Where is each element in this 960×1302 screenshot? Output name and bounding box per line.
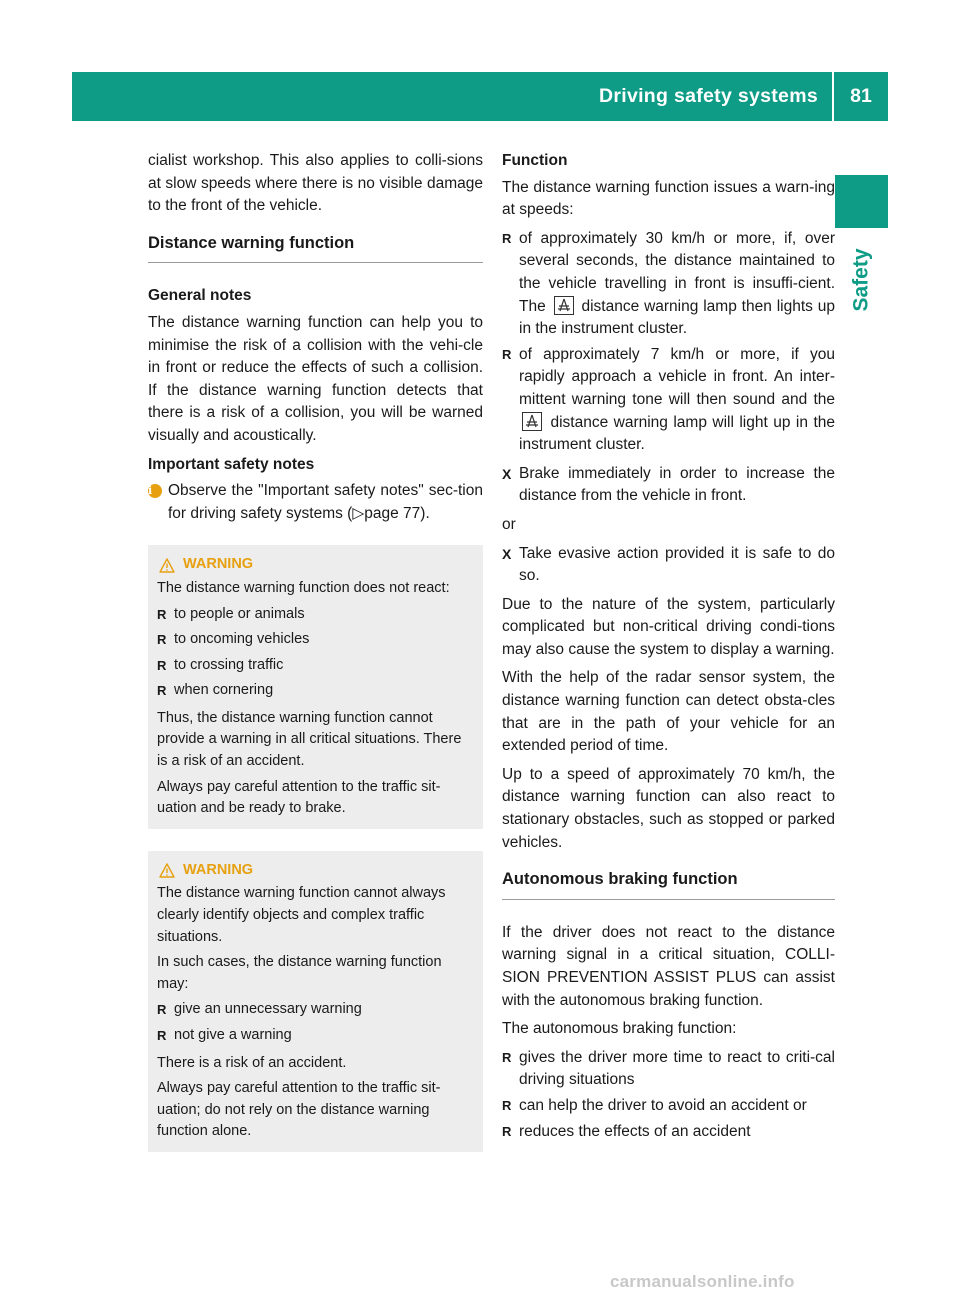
bullet-marker: R xyxy=(502,1097,512,1113)
page-reference-link[interactable]: page 77). xyxy=(364,504,430,522)
bullet-marker: R xyxy=(157,606,167,622)
bullet-marker: R xyxy=(157,632,167,648)
bullet-marker: R xyxy=(157,683,167,699)
section-heading-distance-warning: Distance warning function xyxy=(148,232,483,264)
general-notes-text: The distance warning function can help you to minimise the risk of a collision with the vehi-cle in front or reduce the effects of such a collision. If the distance warning function detects that there is a risk of a collision, you will be warned visually and acoustically. xyxy=(148,313,483,444)
warning-text: The distance warning function cannot always clearly identify objects and complex traffic situations. xyxy=(157,885,446,945)
general-notes-heading: General notes xyxy=(148,287,252,305)
autonomous-braking-list xyxy=(502,1047,835,1143)
autonomous-braking-text: If the driver does not react to the distance warning signal in a critical situation, COLLI-SION PREVENTION ASSIST PLUS can assist with the autonomous braking function. xyxy=(502,923,835,1009)
warning-list xyxy=(157,999,473,1046)
section-tab xyxy=(834,240,890,320)
warning-box-1 xyxy=(148,545,483,829)
list-item: R give an unnecessary warning xyxy=(157,999,473,1021)
bullet-marker: R xyxy=(502,1049,512,1065)
list-item: R to oncoming vehicles xyxy=(157,629,473,651)
bullet-marker: R xyxy=(157,1028,167,1043)
right-column xyxy=(502,150,835,1149)
left-column xyxy=(148,150,483,1152)
instruction-step: X Take evasive action provided it is safe to do so. xyxy=(502,544,835,585)
bullet-marker: R xyxy=(502,346,512,362)
watermark: carmanualsonline.info xyxy=(610,1272,795,1291)
chapter-title: Driving safety systems xyxy=(598,85,818,107)
warning-text: In such cases, the distance warning function may: xyxy=(157,954,442,992)
function-text: The distance warning function issues a warn-ing at speeds: xyxy=(502,178,835,219)
warning-title: WARNING xyxy=(183,556,254,573)
body-paragraph: Due to the nature of the system, particularly complicated but non-critical driving condi-tions may also cause the system to display a warning. xyxy=(502,595,835,658)
safety-note-text: Observe the "Important safety notes" sec-tion for driving safety systems ( xyxy=(168,482,483,522)
list-item: R reduces the effects of an accident xyxy=(502,1121,835,1144)
bullet-marker: R xyxy=(502,1123,512,1139)
list-item: R can help the driver to avoid an accident or xyxy=(502,1095,835,1118)
list-item: R when cornering xyxy=(157,680,473,702)
warning-text: Always pay careful attention to the traffic sit-uation and be ready to brake. xyxy=(157,778,441,817)
warning-list xyxy=(157,604,473,702)
warning-text: Thus, the distance warning function cannot provide a warning in all critical situations. There is a risk of an accident. xyxy=(157,709,462,770)
warning-text: Always pay careful attention to the traffic sit-uation; do not rely on the distance warning function alone. xyxy=(157,1080,441,1140)
distance-warning-lamp-icon xyxy=(522,412,542,431)
bullet-marker: R xyxy=(157,657,167,673)
warning-intro: The distance warning function does not react: xyxy=(157,579,450,596)
autonomous-braking-intro: The autonomous braking function: xyxy=(502,1020,737,1038)
warning-box-2 xyxy=(148,851,483,1152)
step-arrow-icon: X xyxy=(502,465,512,482)
section-tab-marker xyxy=(835,175,888,228)
list-item: R of approximately 30 km/h or more, if, over several seconds, the distance maintained to the vehicle travelling in front is insuffi-cient. The distance warning lamp then lights up in the instrument cluster. xyxy=(502,229,836,338)
safety-notes-heading: Important safety notes xyxy=(148,455,315,473)
distance-warning-lamp-icon xyxy=(554,296,574,315)
list-item: R not give a warning xyxy=(157,1025,473,1047)
intro-paragraph: cialist workshop. This also applies to colli-sions at slow speeds where there is no visible damage to the front of the vehicle. xyxy=(148,152,483,215)
instruction-step: X Brake immediately in order to increase the distance from the vehicle in front. xyxy=(502,464,835,505)
body-paragraph: With the help of the radar sensor system, the distance warning function can detect obsta-cles that are in the path of your vehicle for an extended period of time. xyxy=(502,669,835,755)
warning-header xyxy=(157,860,473,882)
or-text: or xyxy=(502,515,516,533)
warning-header xyxy=(157,554,473,576)
section-heading-autonomous-braking: Autonomous braking function xyxy=(502,868,835,900)
info-icon: i xyxy=(148,484,162,498)
bullet-marker: R xyxy=(502,230,512,246)
section-tab-label: Safety xyxy=(850,248,873,312)
page-header xyxy=(72,72,888,121)
warning-text: There is a risk of an accident. xyxy=(157,1054,347,1071)
list-item: R of approximately 7 km/h or more, if you rapidly approach a vehicle in front. An inter-mittent warning tone will then sound and the distance warning lamp will light up in the instrument cluster. xyxy=(502,345,835,454)
bullet-marker: R xyxy=(157,1002,167,1018)
step-arrow-icon: X xyxy=(502,545,512,562)
function-heading: Function xyxy=(502,152,568,169)
safety-note xyxy=(148,480,483,525)
warning-title: WARNING xyxy=(183,861,254,878)
page-number: 81 xyxy=(850,85,872,107)
body-paragraph: Up to a speed of approximately 70 km/h, the distance warning function can also react to stationary obstacles, such as stopped or parked vehicles. xyxy=(502,765,835,851)
speed-list xyxy=(502,228,835,457)
list-item: R to people or animals xyxy=(157,604,473,626)
warning-triangle-icon xyxy=(159,558,175,573)
list-item: R to crossing traffic xyxy=(157,655,473,677)
warning-triangle-icon xyxy=(159,863,175,878)
page-ref-arrow-icon: ▷ xyxy=(352,504,365,522)
list-item: R gives the driver more time to react to criti-cal driving situations xyxy=(502,1048,835,1089)
